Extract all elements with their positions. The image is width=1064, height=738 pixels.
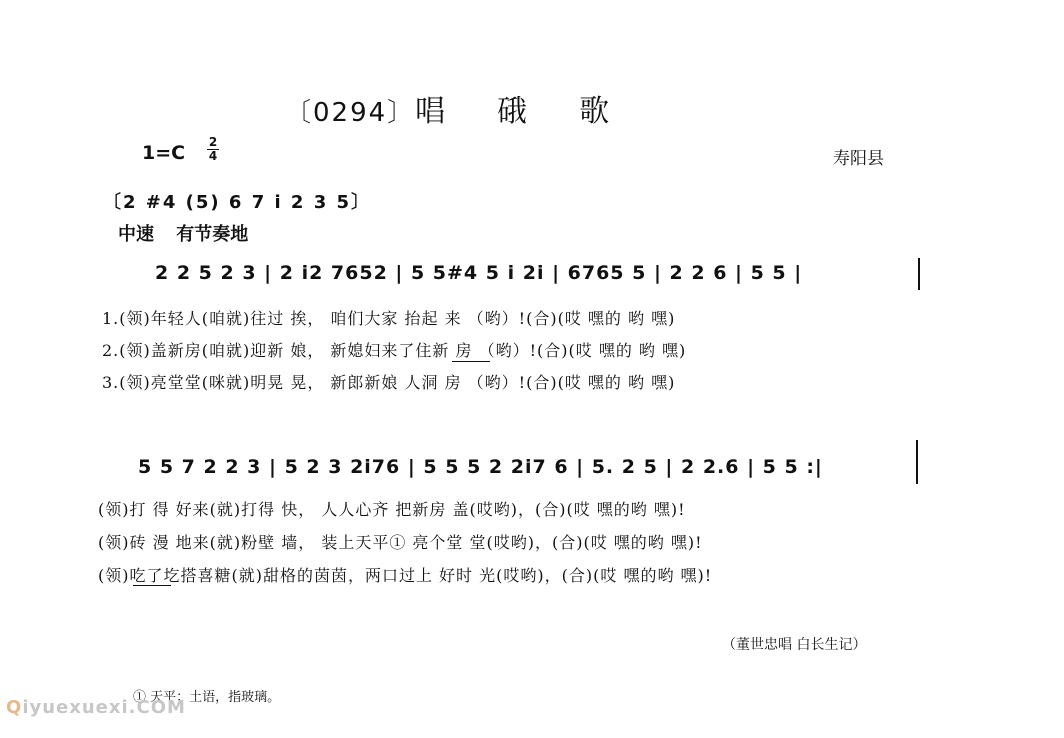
- notation-line-1: 2 2 5 2 3 | 2 i2 7652 | 5 5#4 5 i 2i | 6765 5 | 2 2 6 | 5 5 |: [155, 262, 803, 284]
- region-label: 寿阳县: [833, 149, 884, 169]
- lyric-verse-3-part-1: 3.(领)亮堂堂(咪就)明晃 晃， 新郎新娘 人洞 房 （哟）!(合)(哎 嘿的 哟 嘿): [102, 373, 676, 392]
- lyric-underline-2: [133, 585, 171, 586]
- key-signature: 1=C: [142, 142, 186, 164]
- performer-credit: （董世忠唱 白长生记）: [722, 637, 867, 653]
- site-watermark: [6, 697, 186, 718]
- lyric-verse-1-part-1: 1.(领)年轻人(咱就)往过 挨， 咱们大家 抬起 来 （哟）!(合)(哎 嘿的 哟 嘿): [102, 309, 676, 328]
- watermark-rest: iyuexuexi.COM: [22, 697, 186, 718]
- time-signature: [206, 136, 220, 163]
- system-1-end-barline: [918, 258, 920, 290]
- lyric-verse-2-part-2: (领)砖 漫 地来(就)粉壁 墙， 装上天平① 亮个堂 堂(哎哟)，(合)(哎 嘿的哟 嘿)!: [98, 533, 703, 552]
- notation-line-2: 5 5 7 2 2 3 | 5 2 3 2i76 | 5 5 5 2 2i7 6 | 5. 2 5 | 2 2.6 | 5 5 :|: [138, 456, 823, 478]
- song-title: [285, 86, 661, 130]
- system-2-end-barline: [916, 440, 918, 484]
- song-number: 〔0294〕: [285, 98, 416, 128]
- watermark-q: Q: [6, 697, 23, 718]
- lyric-verse-2-part-1: 2.(领)盖新房(咱就)迎新 娘， 新媳妇来了住新 房 （哟）!(合)(哎 嘿的 哟 嘿): [102, 341, 687, 360]
- footnote: ① 天平：土语，指玻璃。: [133, 690, 281, 705]
- time-signature-bottom: 4: [208, 149, 218, 163]
- tempo-marking: 中速 有节奏地: [118, 224, 249, 245]
- time-signature-top: 2: [208, 135, 218, 149]
- lyric-underline-1: [452, 361, 490, 362]
- intro-notation: 〔2 #4 (5) 6 7 i 2 3 5〕: [103, 192, 372, 213]
- lyric-verse-1-part-2: (领)打 得 好来(就)打得 快， 人人心齐 把新房 盖(哎哟)，(合)(哎 嘿的哟 嘿)!: [98, 500, 686, 519]
- lyric-verse-3-part-2: (领)吃了圪搭喜糖(就)甜格的茵茵，两口过上 好时 光(哎哟)，(合)(哎 嘿的哟 嘿)!: [98, 566, 713, 585]
- song-name: 唱硪歌: [415, 94, 662, 129]
